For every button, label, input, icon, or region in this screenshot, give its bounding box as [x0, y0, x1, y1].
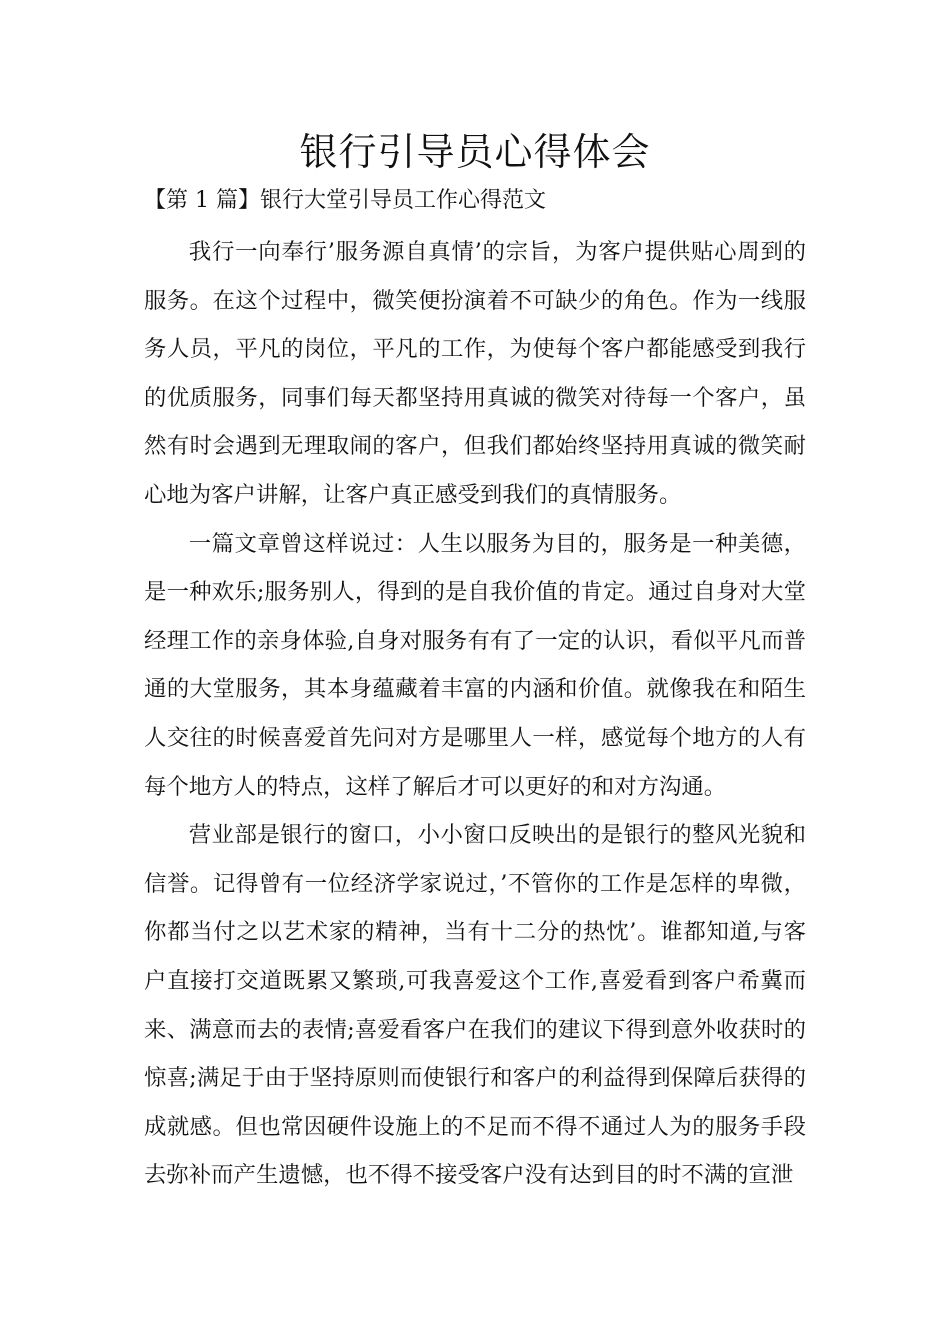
paragraph-1: 我行一向奉行’服务源自真情’的宗旨，为客户提供贴心周到的服务。在这个过程中，微笑便扮演着不可缺少的角色。作为一线服务人员，平凡的岗位，平凡的工作，为使每个客户都能感受到我行的优质服务，同事们每天都坚持用真诚的微笑对待每一个客户，虽然有时会遇到无理取闹的客户，但我们都始终坚持用真诚的微笑耐心地为客户讲解，让客户真正感受到我们的真情服务。	[144, 239, 806, 508]
document-title: 银行引导员心得体会	[299, 130, 651, 174]
document-body	[144, 228, 806, 1200]
paragraph-3: 营业部是银行的窗口，小小窗口反映出的是银行的整风光貌和信誉。记得曾有一位经济学家说过，’不管你的工作是怎样的卑微，你都当付之以艺术家的精神，当有十二分的热忱’。谁都知道,与客户直接打交道既累又繁琐,可我喜爱这个工作,喜爱看到客户希冀而来、满意而去的表情;喜爱看客户在我们的建议下得到意外收获时的惊喜;满足于由于坚持原则而使银行和客户的利益得到保障后获得的成就感。但也常因硬件设施上的不足而不得不通过人为的服务手段去弥补而产生遗憾，也不得不接受客户没有达到目的时不满的宣泄	[144, 822, 806, 1189]
section-heading: 【第 1 篇】银行大堂引导员工作心得范文	[144, 188, 546, 213]
paragraph-2: 一篇文章曾这样说过：人生以服务为目的，服务是一种美德，是一种欢乐;服务别人，得到的是自我价值的肯定。通过自身对大堂经理工作的亲身体验,自身对服务有有了一定的认识，看似平凡而普通的大堂服务，其本身蕴藏着丰富的内涵和价值。就像我在和陌生人交往的时候喜爱首先问对方是哪里人一样，感觉每个地方的人有每个地方人的特点，这样了解后才可以更好的和对方沟通。	[144, 530, 806, 800]
